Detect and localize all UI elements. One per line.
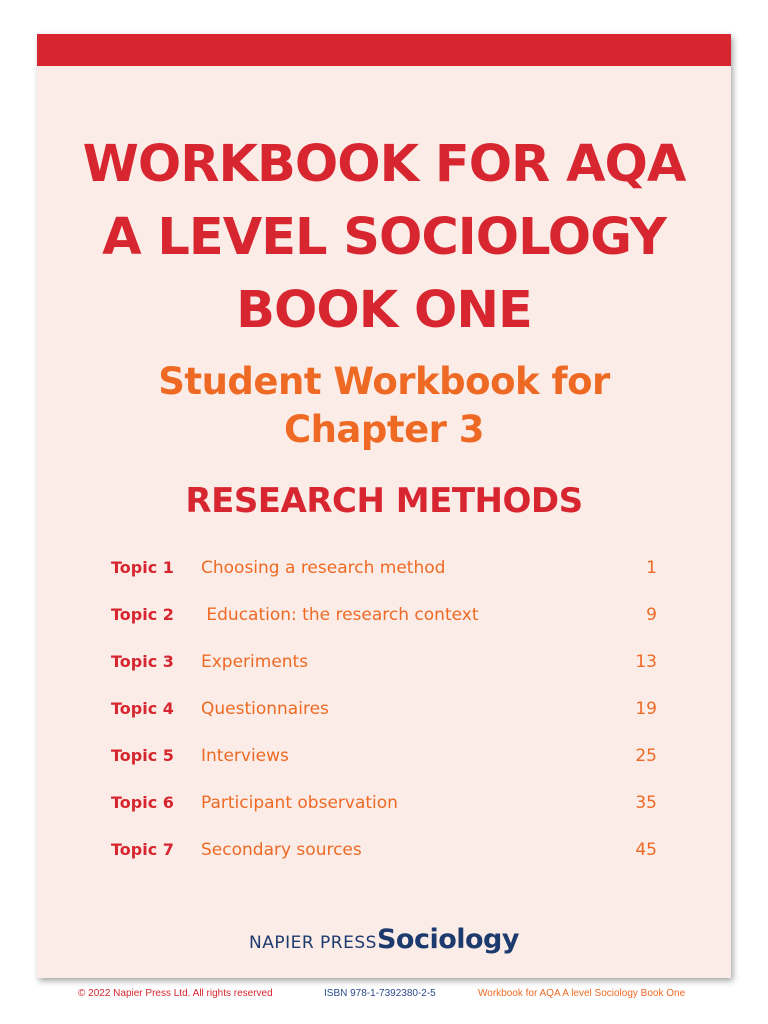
top-color-bar: [37, 34, 731, 66]
table-of-contents: [37, 556, 731, 885]
toc-page-number: 25: [635, 746, 657, 766]
subtitle-line: Student Workbook for: [158, 360, 610, 403]
toc-topic-name: Interviews: [201, 746, 289, 766]
toc-topic-name: Education: the research context: [201, 605, 479, 625]
toc-topic-number: Topic 6: [111, 793, 174, 812]
toc-topic-number: Topic 1: [111, 558, 174, 577]
footer-copyright: © 2022 Napier Press Ltd. All rights reserved: [78, 988, 273, 999]
toc-topic-number: Topic 3: [111, 652, 174, 671]
toc-row: [37, 838, 731, 885]
toc-page-number: 45: [635, 840, 657, 860]
main-title: [37, 128, 731, 347]
toc-topic-number: Topic 2: [111, 605, 174, 624]
toc-row: [37, 650, 731, 697]
toc-row: [37, 744, 731, 791]
toc-topic-name: Participant observation: [201, 793, 398, 813]
toc-page-number: 19: [635, 699, 657, 719]
toc-row: [37, 697, 731, 744]
toc-topic-number: Topic 4: [111, 699, 174, 718]
toc-page-number: 35: [635, 793, 657, 813]
toc-topic-name: Choosing a research method: [201, 558, 446, 578]
publisher-logo: [37, 924, 731, 955]
footer-book-title: Workbook for AQA A level Sociology Book One: [478, 988, 686, 999]
toc-topic-name: Experiments: [201, 652, 309, 672]
toc-row: [37, 791, 731, 838]
publisher-brand-name: Sociology: [376, 924, 519, 955]
subtitle-line: Chapter 3: [283, 408, 485, 451]
subtitle: [37, 358, 731, 454]
toc-row: [37, 603, 731, 650]
toc-page-number: 9: [646, 605, 657, 625]
toc-topic-number: Topic 7: [111, 840, 174, 859]
toc-page-number: 1: [646, 558, 657, 578]
main-title-line: WORKBOOK FOR AQA: [82, 135, 686, 194]
main-title-line: A LEVEL SOCIOLOGY: [102, 208, 666, 267]
toc-row: [37, 556, 731, 603]
publisher-press-name: NAPIER PRESS: [248, 933, 377, 953]
toc-topic-name: Questionnaires: [201, 699, 329, 719]
section-title: RESEARCH METHODS: [185, 481, 583, 521]
footer-isbn: ISBN 978-1-7392380-2-5: [324, 988, 436, 999]
toc-topic-number: Topic 5: [111, 746, 174, 765]
main-title-line: BOOK ONE: [236, 281, 532, 340]
page-footer: [0, 987, 768, 1001]
toc-page-number: 13: [635, 652, 657, 672]
toc-topic-name: Secondary sources: [201, 840, 362, 860]
workbook-cover-page: [37, 34, 731, 978]
